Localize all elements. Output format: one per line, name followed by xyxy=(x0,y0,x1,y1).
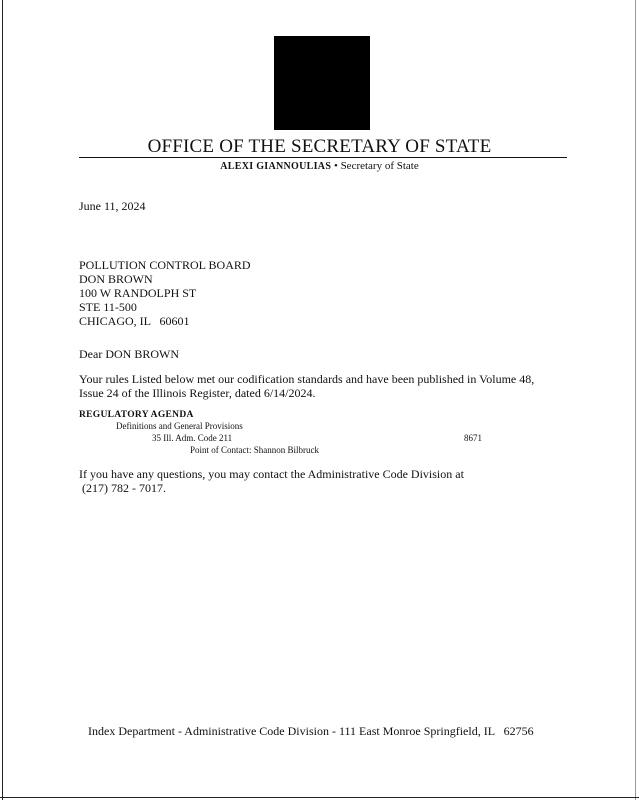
footer-address: Index Department - Administrative Code Division - 111 East Monroe Springfield, IL 62756 xyxy=(88,724,534,738)
secretary-name: ALEXI GIANNOULIAS xyxy=(220,161,332,172)
title-rule-divider xyxy=(79,157,567,158)
body-line-2: Issue 24 of the Illinois Register, dated 6/14/2024. xyxy=(79,386,316,400)
secretary-role: Secretary of State xyxy=(340,160,419,172)
agenda-code: 35 Ill. Adm. Code 211 xyxy=(152,433,233,443)
salutation: Dear DON BROWN xyxy=(79,347,179,361)
letterhead-subtitle xyxy=(0,160,639,172)
page-border-left xyxy=(2,0,3,800)
recipient-suite: STE 11-500 xyxy=(79,300,137,314)
closing-line-2: (217) 782 - 7017. xyxy=(79,481,166,495)
recipient-street: 100 W RANDOLPH ST xyxy=(79,286,197,300)
agenda-page-number: 8671 xyxy=(464,433,482,443)
letter-date: June 11, 2024 xyxy=(79,199,146,213)
recipient-org: POLLUTION CONTROL BOARD xyxy=(79,258,251,272)
state-seal-image xyxy=(274,36,370,130)
page-border-bottom xyxy=(0,797,639,798)
body-line-1: Your rules Listed below met our codification standards and have been published in Volume 48, xyxy=(79,372,535,386)
recipient-city-state-zip: CHICAGO, IL 60601 xyxy=(79,314,190,328)
recipient-name: DON BROWN xyxy=(79,272,153,286)
closing-line-1: If you have any questions, you may contact the Administrative Code Division at xyxy=(79,467,464,481)
separator-bullet: • xyxy=(333,160,338,172)
agenda-subject: Definitions and General Provisions xyxy=(116,421,243,431)
office-title: OFFICE OF THE SECRETARY OF STATE xyxy=(147,136,492,157)
page-border-right xyxy=(635,0,636,800)
agenda-contact: Point of Contact: Shannon Bilbruck xyxy=(190,445,319,455)
regulatory-agenda-heading: REGULATORY AGENDA xyxy=(79,410,194,420)
